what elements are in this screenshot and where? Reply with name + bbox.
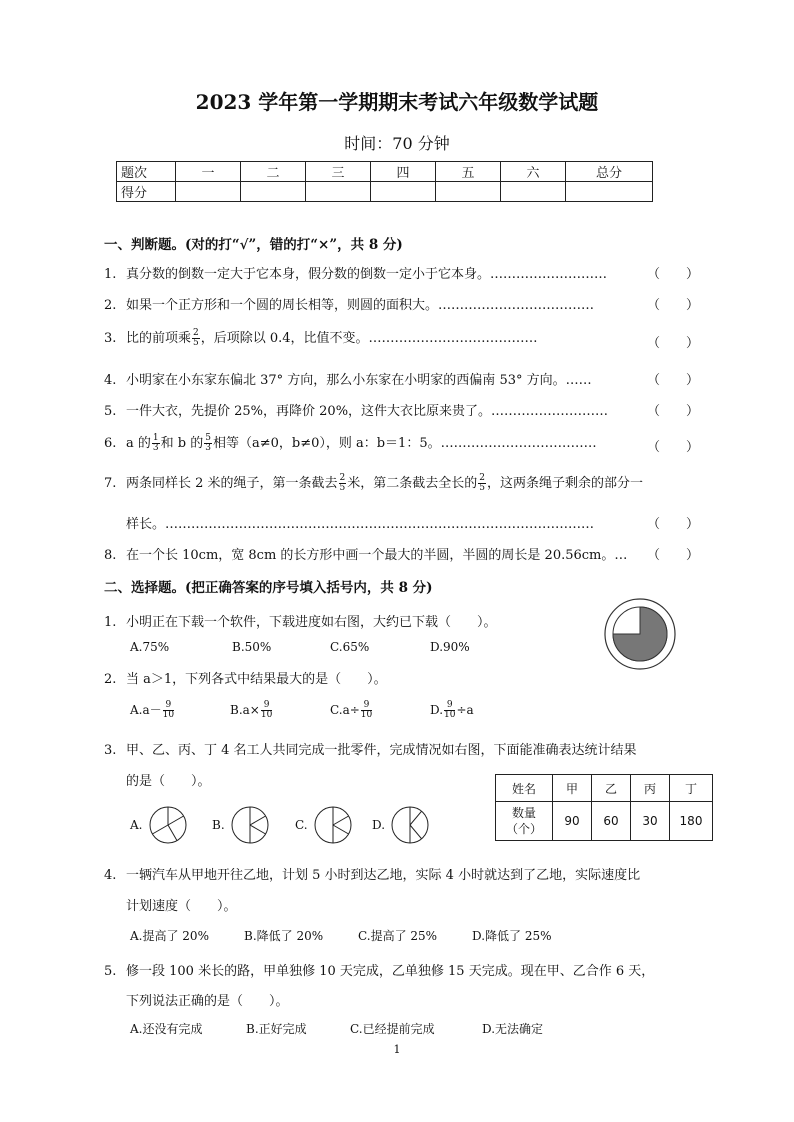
- judge-question-7-cont: 样长。………………………………………………………………………………………: [126, 517, 595, 532]
- option-c[interactable]: [330, 701, 373, 720]
- option-d[interactable]: [430, 701, 474, 720]
- question-number: 7.: [104, 476, 117, 491]
- score-cell[interactable]: [501, 182, 566, 202]
- denominator: 3: [205, 443, 211, 453]
- question-text: 在一个长 10cm，宽 8cm 的长方形中画一个最大的半圆，半圆的周长是 20.56cm。…: [126, 548, 628, 563]
- count-label: 数量: [511, 806, 536, 820]
- judge-question-2: [104, 294, 594, 313]
- option-d[interactable]: D.无法确定: [482, 1022, 544, 1036]
- answer-paren[interactable]: （ ）: [647, 440, 700, 455]
- denominator: 10: [162, 710, 175, 720]
- workers-count-row: [496, 802, 713, 841]
- denominator: 5: [339, 483, 346, 493]
- question-number: 3.: [104, 743, 117, 758]
- option-a[interactable]: A.还没有完成: [130, 1022, 203, 1036]
- option-label: B.a×: [230, 703, 260, 717]
- workers-header-count: [496, 802, 553, 841]
- judge-question-4: [104, 369, 592, 388]
- score-cell[interactable]: [566, 182, 653, 202]
- score-cell[interactable]: [306, 182, 371, 202]
- question-number: 5.: [104, 404, 117, 419]
- pie-divider: [410, 811, 422, 825]
- question-text: 两条同样长 2 米的绳子，第一条截去: [126, 476, 338, 491]
- judge-question-7: [104, 472, 643, 493]
- denominator: 5: [193, 338, 199, 348]
- question-text: 米，第二条截去全长的: [347, 476, 478, 491]
- section2-heading: 二、选择题。(把正确答案的序号填入括号内，共 8 分): [104, 580, 433, 596]
- score-cell[interactable]: [436, 182, 501, 202]
- pie-divider: [168, 816, 184, 825]
- option-a[interactable]: A.提高了 20%: [130, 929, 209, 943]
- fraction: [163, 701, 174, 720]
- numerator: 2: [339, 473, 346, 483]
- option-d[interactable]: D.降低了 25%: [472, 929, 552, 943]
- fraction: [152, 434, 160, 453]
- fraction: [339, 474, 347, 493]
- option-label: C.a÷: [330, 703, 360, 717]
- section1-heading: 一、判断题。(对的打“√”，错的打“×”，共 8 分): [104, 237, 403, 253]
- worker-count: 90: [553, 802, 592, 841]
- numerator: 2: [193, 328, 199, 338]
- choice-question-5-cont: 下列说法正确的是（ ）。: [126, 994, 289, 1009]
- question-text: a 的: [126, 436, 151, 451]
- judge-question-3: [104, 327, 538, 348]
- worker-count: 180: [670, 802, 713, 841]
- fraction: [444, 701, 455, 720]
- pie-divider: [250, 816, 266, 825]
- answer-paren[interactable]: （ ）: [647, 267, 700, 282]
- worker-name: 丁: [670, 775, 713, 802]
- numerator: 2: [479, 473, 486, 483]
- page-number: 1: [393, 1043, 401, 1056]
- choice-question-4-cont: 计划速度（ ）。: [126, 899, 237, 914]
- exam-title: 2023 学年第一学期期末考试六年级数学试题: [195, 90, 599, 114]
- choice-question-3-cont: 的是（ ）。: [126, 774, 211, 789]
- score-header-cell: 三: [306, 162, 371, 182]
- question-number: 3.: [104, 331, 117, 346]
- numerator: 1: [152, 433, 159, 443]
- fraction: [261, 701, 272, 720]
- question-text: ，这两条绳子剩余的部分一: [487, 476, 644, 491]
- option-c[interactable]: C.: [295, 818, 308, 832]
- option-a[interactable]: A.: [130, 818, 143, 832]
- answer-paren[interactable]: （ ）: [647, 404, 700, 419]
- numerator: 9: [163, 701, 174, 711]
- question-text: 当 a＞1，下列各式中结果最大的是（ ）。: [126, 672, 387, 687]
- answer-paren[interactable]: （ ）: [647, 548, 700, 563]
- option-c[interactable]: C.已经提前完成: [350, 1022, 435, 1036]
- question-number: 4.: [104, 868, 117, 883]
- option-label: ÷a: [456, 703, 474, 717]
- question-number: 1.: [104, 267, 117, 282]
- question-number: 6.: [104, 436, 117, 451]
- denominator: 10: [360, 710, 373, 720]
- score-header-cell: 总分: [566, 162, 653, 182]
- workers-name-row: [496, 775, 713, 802]
- workers-header-name: 姓名: [496, 775, 553, 802]
- question-text: 修一段 100 米长的路，甲单独修 10 天完成，乙单独修 15 天完成。现在甲、乙合作 6 天，: [126, 964, 655, 979]
- worker-count: 30: [631, 802, 670, 841]
- question-text: 小明家在小东家东偏北 37° 方向，那么小东家在小明家的西偏南 53° 方向。……: [126, 373, 592, 388]
- question-text: 一辆汽车从甲地开往乙地，计划 5 小时到达乙地，实际 4 小时就达到了乙地，实际速度比: [126, 868, 641, 883]
- pie-option-b[interactable]: [230, 805, 270, 845]
- question-text: 甲、乙、丙、丁 4 名工人共同完成一批零件，完成情况如右图，下面能准确表达统计结果: [126, 743, 637, 758]
- question-text: 小明正在下载一个软件，下载进度如右图，大约已下载（ ）。: [126, 615, 497, 630]
- choice-question-4: [104, 864, 640, 883]
- score-header-cell: 四: [371, 162, 436, 182]
- option-c[interactable]: C.提高了 25%: [358, 929, 438, 943]
- numerator: 5: [205, 433, 211, 443]
- worker-name: 乙: [592, 775, 631, 802]
- pie-divider: [333, 816, 349, 825]
- score-row-label: 得分: [117, 182, 176, 202]
- fraction: [361, 701, 372, 720]
- choice-question-3: [104, 739, 637, 758]
- count-unit: （个）: [505, 822, 542, 836]
- score-cell[interactable]: [241, 182, 306, 202]
- question-number: 5.: [104, 964, 117, 979]
- pie-divider: [250, 825, 266, 834]
- fraction: [204, 434, 212, 453]
- option-b[interactable]: B.50%: [232, 640, 272, 654]
- exam-time: 时间：70 分钟: [344, 134, 450, 153]
- answer-paren[interactable]: （ ）: [647, 336, 700, 351]
- denominator: 10: [444, 710, 456, 720]
- option-a[interactable]: [130, 701, 175, 720]
- choice-question-5: [104, 960, 654, 979]
- pie-divider: [333, 825, 349, 834]
- option-c[interactable]: C.65%: [330, 640, 370, 654]
- question-text: 和 b 的: [160, 436, 204, 451]
- pie-option-a[interactable]: [148, 805, 188, 845]
- question-text: 真分数的倒数一定大于它本身，假分数的倒数一定小于它本身。………………………: [126, 267, 608, 282]
- fraction: [192, 329, 200, 348]
- denominator: 3: [152, 443, 159, 453]
- answer-paren[interactable]: （ ）: [647, 298, 700, 313]
- question-number: 2.: [104, 298, 117, 313]
- worker-name: 丙: [631, 775, 670, 802]
- option-d[interactable]: D.: [372, 818, 386, 832]
- worker-name: 甲: [553, 775, 592, 802]
- option-b[interactable]: B.降低了 20%: [244, 929, 324, 943]
- download-progress-figure: [600, 598, 680, 670]
- worker-count: 60: [592, 802, 631, 841]
- pie-option-d[interactable]: [390, 805, 430, 845]
- score-header-cell: 一: [176, 162, 241, 182]
- score-cell[interactable]: [371, 182, 436, 202]
- numerator: 9: [444, 701, 455, 711]
- option-label: A.a－: [130, 703, 162, 717]
- question-number: 4.: [104, 373, 117, 388]
- option-b[interactable]: B.: [212, 818, 225, 832]
- question-text: 如果一个正方形和一个圆的周长相等，则圆的面积大。………………………………: [126, 298, 595, 313]
- answer-paren[interactable]: （ ）: [647, 517, 700, 532]
- option-d[interactable]: D.90%: [430, 640, 470, 654]
- question-text: ，后项除以 0.4，比值不变。…………………………………: [200, 331, 538, 346]
- score-header-cell: 六: [501, 162, 566, 182]
- question-text: 比的前项乘: [126, 331, 192, 346]
- fraction: [478, 474, 486, 493]
- judge-question-1: [104, 263, 607, 282]
- score-table-score-row: [117, 182, 653, 202]
- question-number: 8.: [104, 548, 117, 563]
- option-b[interactable]: B.正好完成: [246, 1022, 307, 1036]
- score-header-cell: 题次: [117, 162, 176, 182]
- choice-question-1: [104, 611, 497, 630]
- denominator: 5: [479, 483, 486, 493]
- pie-divider: [168, 825, 177, 841]
- score-cell[interactable]: [176, 182, 241, 202]
- numerator: 9: [361, 701, 372, 711]
- question-number: 2.: [104, 672, 117, 687]
- option-label: D.: [430, 703, 444, 717]
- answer-paren[interactable]: （ ）: [647, 373, 700, 388]
- pie-divider: [152, 825, 168, 834]
- score-header-cell: 五: [436, 162, 501, 182]
- pie-divider: [410, 825, 422, 839]
- workers-table: [495, 774, 713, 841]
- question-number: 1.: [104, 615, 117, 630]
- option-a[interactable]: A.75%: [130, 640, 170, 654]
- judge-question-8: [104, 544, 627, 563]
- judge-question-6: [104, 432, 597, 453]
- pie-option-c[interactable]: [313, 805, 353, 845]
- numerator: 9: [261, 701, 272, 711]
- score-header-cell: 二: [241, 162, 306, 182]
- option-b[interactable]: [230, 701, 273, 720]
- score-table: [116, 161, 653, 202]
- score-table-header-row: [117, 162, 653, 182]
- question-text: 相等（a≠0，b≠0），则 a：b＝1：5。………………………………: [212, 436, 597, 451]
- choice-question-2: [104, 668, 387, 687]
- denominator: 10: [260, 710, 273, 720]
- judge-question-5: [104, 400, 608, 419]
- question-text: 一件大衣，先提价 25%，再降价 20%，这件大衣比原来贵了。………………………: [126, 404, 609, 419]
